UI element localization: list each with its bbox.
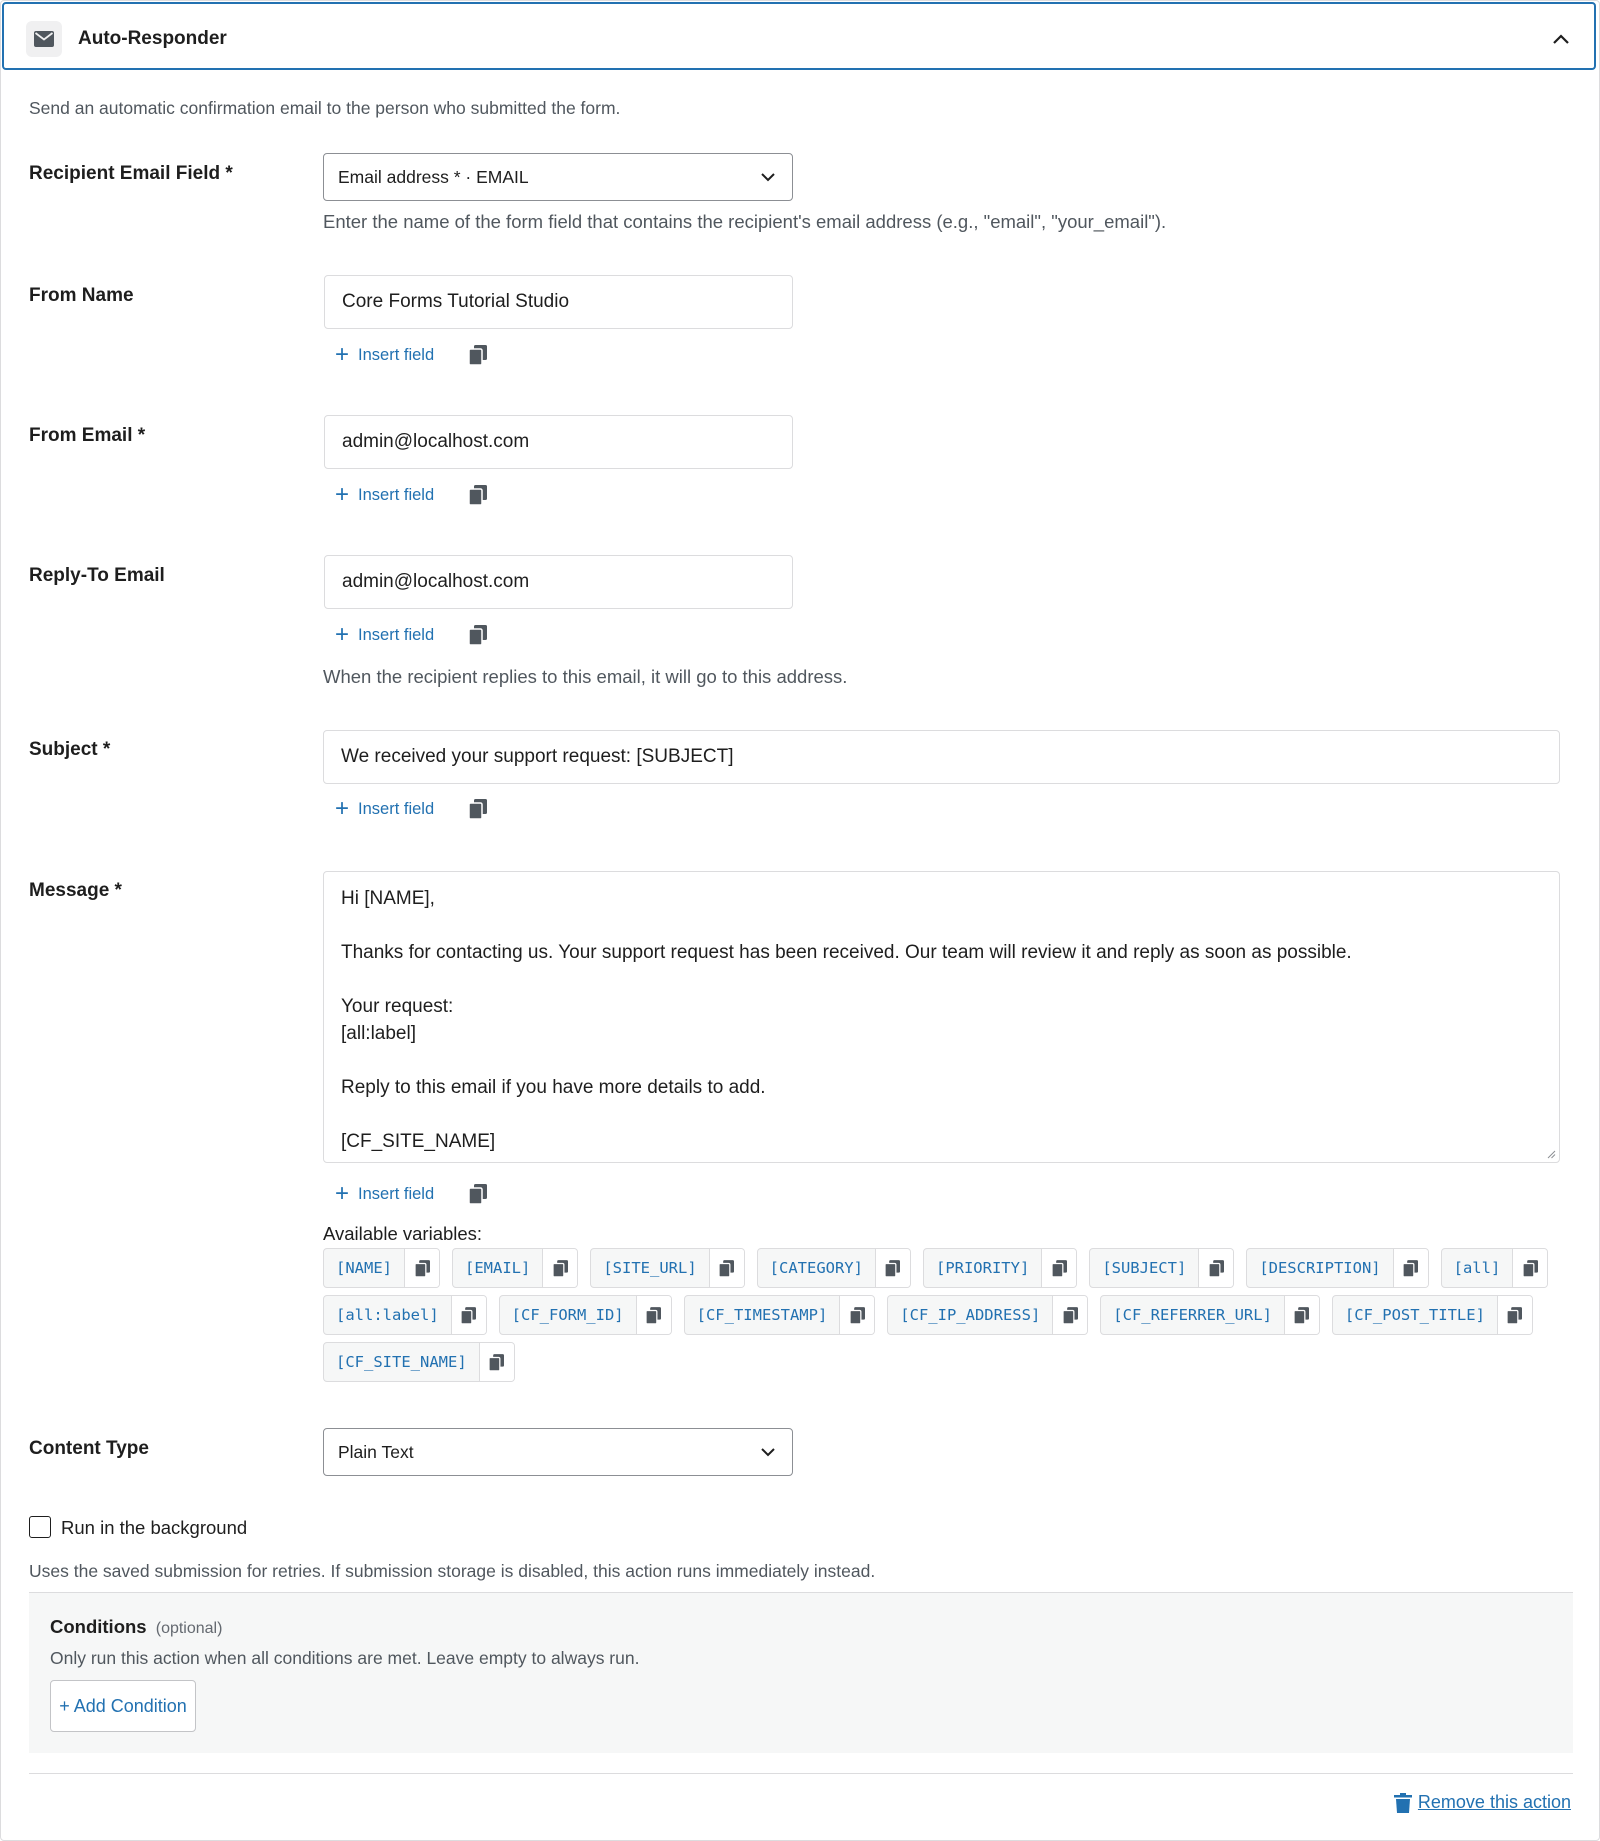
copy-icon[interactable]	[636, 1296, 671, 1334]
message-line: Reply to this email if you have more details to add.	[341, 1077, 766, 1098]
variable-chip	[887, 1295, 1088, 1335]
variable-chip-code[interactable]: [CF_SITE_NAME]	[336, 1353, 467, 1371]
plus-icon: +	[335, 481, 350, 508]
plus-icon: +	[335, 621, 350, 648]
from-email-input[interactable]: admin@localhost.com	[324, 415, 793, 469]
from-name-insert-field[interactable]	[335, 343, 434, 367]
variable-chip-code[interactable]: [SITE_URL]	[603, 1259, 697, 1277]
recipient-field-helper: Enter the name of the form field that contains the recipient's email address (e.g., "email", "your_email").	[323, 211, 1167, 232]
variable-chip	[684, 1295, 876, 1335]
copy-icon[interactable]	[451, 1296, 486, 1334]
variable-chip-code[interactable]: [all:label]	[336, 1306, 439, 1324]
chevron-up-icon[interactable]	[1550, 28, 1572, 50]
message-line	[341, 912, 1542, 939]
copy-icon[interactable]	[469, 799, 487, 819]
variable-chip-code[interactable]: [SUBJECT]	[1102, 1259, 1187, 1277]
message-insert-field[interactable]	[335, 1182, 434, 1206]
copy-icon[interactable]	[1512, 1249, 1547, 1287]
copy-icon[interactable]	[875, 1249, 910, 1287]
copy-icon[interactable]	[1393, 1249, 1428, 1287]
variable-chip-code[interactable]: [CF_REFERRER_URL]	[1113, 1306, 1272, 1324]
available-variables-list	[323, 1248, 1573, 1389]
copy-icon[interactable]	[1041, 1249, 1076, 1287]
copy-icon[interactable]	[1052, 1296, 1087, 1334]
remove-action-label: Remove this action	[1417, 1792, 1571, 1812]
content-type-select[interactable]	[323, 1428, 793, 1476]
variable-chip	[1332, 1295, 1533, 1335]
from-name-input[interactable]: Core Forms Tutorial Studio	[324, 275, 793, 329]
message-line: Hi [NAME],	[341, 888, 435, 909]
variable-chip	[757, 1248, 911, 1288]
conditions-title	[50, 1616, 222, 1638]
message-line	[341, 966, 1542, 993]
message-line: Your request:	[341, 996, 454, 1017]
trash-icon	[1394, 1793, 1412, 1813]
plus-icon: +	[335, 795, 350, 822]
message-line: [CF_SITE_NAME]	[341, 1131, 496, 1152]
run-in-background-helper: Uses the saved submission for retries. If submission storage is disabled, this action runs immediately instead.	[29, 1561, 876, 1581]
variable-chip	[323, 1248, 440, 1288]
variable-chip	[1089, 1248, 1234, 1288]
message-line: Thanks for contacting us. Your support request has been received. Our team will review it and reply as soon as possible.	[341, 942, 1352, 963]
insert-field-label: Insert field	[358, 799, 435, 818]
variable-chip	[590, 1248, 744, 1288]
insert-field-label: Insert field	[358, 345, 435, 364]
copy-icon[interactable]	[1198, 1249, 1233, 1287]
message-textarea[interactable]	[323, 871, 1560, 1163]
variable-chip-code[interactable]: [EMAIL]	[465, 1259, 531, 1277]
add-condition-button[interactable]: + Add Condition	[50, 1680, 196, 1732]
copy-icon[interactable]	[469, 625, 487, 645]
copy-icon[interactable]	[469, 485, 487, 505]
variable-chip-code[interactable]: [all]	[1453, 1259, 1501, 1277]
message-line	[341, 1047, 1542, 1074]
conditions-optional: (optional)	[155, 1620, 223, 1637]
variable-chip-code[interactable]: [NAME]	[336, 1259, 392, 1277]
variable-chip-code[interactable]: [CF_FORM_ID]	[511, 1306, 624, 1324]
content-type-label: Content Type	[29, 1438, 149, 1459]
variable-chip	[452, 1248, 578, 1288]
recipient-field-select[interactable]	[323, 153, 793, 201]
variable-chip	[323, 1295, 487, 1335]
panel-header[interactable]	[2, 2, 1596, 70]
copy-icon[interactable]	[542, 1249, 577, 1287]
divider	[29, 1773, 1573, 1774]
recipient-field-value: Email address * · EMAIL	[338, 166, 529, 187]
chevron-down-icon	[758, 167, 778, 187]
reply-to-input[interactable]: admin@localhost.com	[324, 555, 793, 609]
run-in-background-checkbox[interactable]	[29, 1516, 51, 1538]
copy-icon[interactable]	[479, 1343, 514, 1381]
chevron-down-icon	[758, 1442, 778, 1462]
variable-chip	[499, 1295, 672, 1335]
insert-field-label: Insert field	[358, 485, 435, 504]
variable-chip-code[interactable]: [DESCRIPTION]	[1259, 1259, 1381, 1277]
copy-icon[interactable]	[709, 1249, 744, 1287]
variable-chip	[323, 1342, 515, 1382]
conditions-description: Only run this action when all conditions are met. Leave empty to always run.	[50, 1648, 640, 1668]
copy-icon[interactable]	[839, 1296, 874, 1334]
conditions-section	[29, 1592, 1573, 1753]
variable-chip-code[interactable]: [PRIORITY]	[935, 1259, 1030, 1277]
variable-chip	[1246, 1248, 1428, 1288]
subject-label: Subject *	[29, 739, 111, 760]
insert-field-label: Insert field	[358, 1184, 435, 1203]
remove-action-link[interactable]	[1394, 1792, 1571, 1813]
subject-input[interactable]: We received your support request: [SUBJECT]	[323, 730, 1560, 784]
reply-to-label: Reply-To Email	[29, 565, 165, 586]
message-label: Message *	[29, 880, 122, 901]
copy-icon[interactable]	[1497, 1296, 1532, 1334]
message-line	[341, 1101, 1542, 1128]
insert-field-label: Insert field	[358, 625, 435, 644]
copy-icon[interactable]	[404, 1249, 439, 1287]
variable-chip	[1100, 1295, 1320, 1335]
reply-to-helper: When the recipient replies to this email, it will go to this address.	[323, 666, 848, 687]
envelope-icon	[26, 21, 62, 57]
available-variables-label: Available variables:	[323, 1223, 483, 1244]
copy-icon[interactable]	[469, 1184, 487, 1204]
variable-chip-code[interactable]: [CF_TIMESTAMP]	[696, 1306, 828, 1324]
plus-icon: +	[335, 1180, 350, 1207]
from-email-label: From Email *	[29, 425, 146, 446]
copy-icon[interactable]	[1284, 1296, 1319, 1334]
variable-chip-code[interactable]: [CF_IP_ADDRESS]	[900, 1306, 1041, 1324]
content-type-value: Plain Text	[338, 1441, 414, 1462]
plus-icon: +	[335, 341, 350, 368]
panel-description: Send an automatic confirmation email to the person who submitted the form.	[29, 98, 621, 118]
message-line: [all:label]	[341, 1023, 416, 1044]
reply-to-insert-field[interactable]	[335, 623, 434, 647]
subject-insert-field[interactable]	[335, 797, 434, 821]
variable-chip-code[interactable]: [CF_POST_TITLE]	[1344, 1306, 1485, 1324]
conditions-title-text: Conditions	[50, 1616, 147, 1637]
variable-chip	[923, 1248, 1077, 1288]
from-email-insert-field[interactable]	[335, 483, 434, 507]
panel-title: Auto-Responder	[78, 28, 227, 49]
recipient-field-label: Recipient Email Field *	[29, 163, 233, 184]
variable-chip-code[interactable]: [CATEGORY]	[769, 1259, 863, 1277]
resize-handle-icon[interactable]	[1546, 1149, 1556, 1159]
run-in-background-label[interactable]: Run in the background	[61, 1517, 248, 1538]
variable-chip	[1441, 1248, 1549, 1288]
from-name-label: From Name	[29, 285, 134, 306]
copy-icon[interactable]	[469, 345, 487, 365]
